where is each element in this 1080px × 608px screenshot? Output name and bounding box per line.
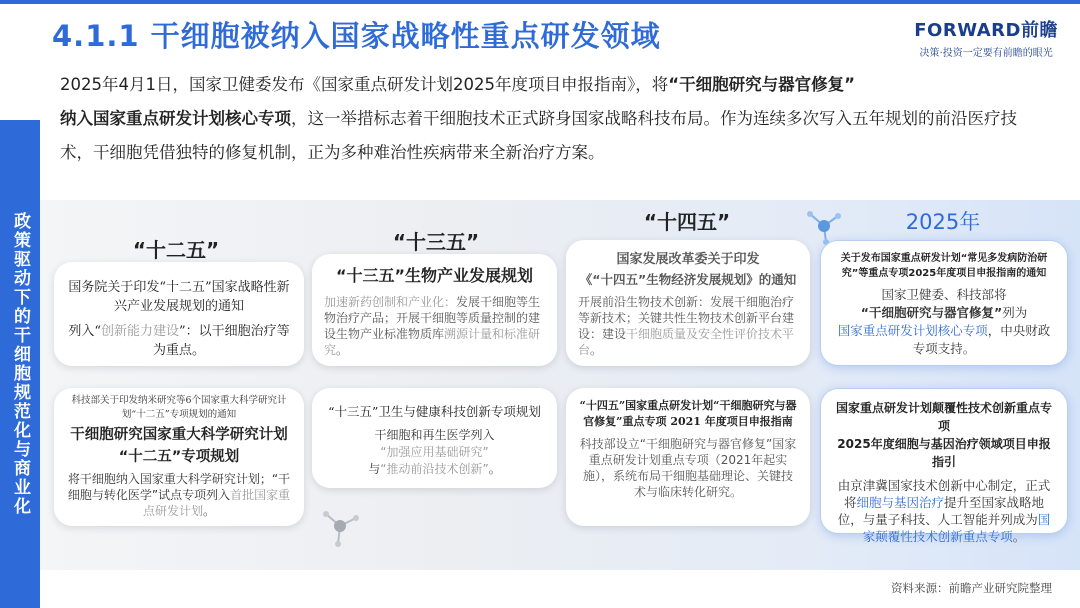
policy-card-13th-bottom xyxy=(312,388,557,488)
logo-wordmark: FORWARD前瞻 xyxy=(914,20,1058,41)
card-notice: 科技部关于印发纳米研究等6个国家重大科学研究计划“十二五”专项规划的通知 xyxy=(71,395,287,420)
card-body-text: 由京津冀国家技术创新中心制定，正式将 xyxy=(837,478,1051,510)
card-body xyxy=(578,294,798,358)
molecule-icon-bottom xyxy=(318,504,362,548)
card-body-text: 国家卫健委、科技部将 xyxy=(881,287,1007,302)
card-body xyxy=(833,286,1055,358)
card-title: 国家发展改革委关于印发 xyxy=(616,252,760,267)
card-title: 干细胞研究国家重大科学研究计划 xyxy=(70,427,288,443)
card-body-highlight: 首批国家重点研发计划 xyxy=(142,488,291,518)
card-body-highlight: “加强应用基础研究” xyxy=(380,445,489,459)
card-body-highlight: 国家重点研发计划核心专项 xyxy=(837,323,988,338)
card-body xyxy=(324,427,545,478)
card-body-highlight: 加速新药创制和产业化： xyxy=(324,295,457,309)
intro-text-2: ，这一举措标志着干细胞技术正式跻身国家战略科技布局。作为连续多次写入五年规划的前沿医疗技术，干细胞凭借独特的修复机制，正为多种难治性疾病带来全新治疗方案。 xyxy=(60,109,1017,162)
intro-bold-1: “干细胞研究与器官修复” xyxy=(668,75,855,94)
card-body-bold: “干细胞研究与器官修复” xyxy=(860,305,1003,320)
intro-bold-2: 纳入国家重点研发计划核心专项 xyxy=(60,109,291,128)
card-body-highlight: 创新能力建设 xyxy=(100,324,179,339)
card-title: 关于发布国家重点研发计划“常见多发病防治研究”等重点专项2025年度项目申报指南的通知 xyxy=(840,253,1048,279)
policy-card-13th-top xyxy=(312,254,557,366)
card-title: 国务院关于印发“十二五”国家战略性新兴产业发展规划的通知 xyxy=(68,280,290,314)
policy-card-12th-bottom xyxy=(54,388,304,526)
card-title: 国家重点研发计划颠覆性技术创新重点专项 xyxy=(835,401,1052,433)
card-body-text: 。 xyxy=(590,343,603,357)
policy-card-2025-bottom xyxy=(820,388,1068,544)
card-body-text: ，中央财政专项支持。 xyxy=(912,323,1051,356)
card-body-highlight: 细胞与基因治疗 xyxy=(856,495,944,510)
side-banner-text: 政策驱动下的干细胞规范化与商业化 xyxy=(10,212,30,516)
policy-card-14th-bottom xyxy=(566,388,810,526)
card-body-text: 。 xyxy=(203,504,216,518)
card-body-text: 干细胞和再生医学列入 xyxy=(374,428,495,442)
card-body-text: 开展前沿生物技术创新：发展干细胞治疗等新技术；关键共性生物技术创新平台建设：建设 xyxy=(578,295,795,341)
card-title-line2: 2025年度细胞与基因治疗领域项目申报指引 xyxy=(837,437,1051,469)
period-label-14th: “十四五” xyxy=(643,210,731,234)
card-body-text: 发展干细胞等生物治疗产品；开展干细胞等质量控制的建设生物产业标准物质库 xyxy=(324,295,541,341)
card-body-text: 将干细胞纳入国家重大科学研究计划；“干细胞与转化医学”试点专项列入 xyxy=(67,472,291,502)
card-title-line2: 《“十四五”生物经济发展规划》的通知 xyxy=(579,272,797,287)
card-body-text: ”：以干细胞治疗等为重点。 xyxy=(152,324,290,358)
card-body-text: 。 xyxy=(336,343,349,357)
logo-slogan: 决策·投资一定要有前瞻的眼光 xyxy=(919,48,1053,59)
top-accent-bar xyxy=(0,0,1080,4)
card-body xyxy=(833,477,1055,545)
card-body-highlight: 干细胞质量及安全性评价技术平台 xyxy=(578,327,795,357)
policy-card-12th-top xyxy=(54,262,304,366)
card-body-highlight: 国家颠覆性技术创新重点专项 xyxy=(862,512,1051,544)
policy-card-14th-top xyxy=(566,240,810,366)
page-title: 4.1.1 干细胞被纳入国家战略性重点研发领域 xyxy=(52,19,661,53)
card-body-highlight: “推动前沿技术创新” xyxy=(380,462,489,476)
side-banner xyxy=(0,120,40,608)
card-body-text: 。 xyxy=(488,462,501,476)
intro-paragraph xyxy=(60,68,1040,170)
brand-logo xyxy=(914,16,1058,59)
source-note: 资料来源：前瞻产业研究院整理 xyxy=(891,581,1052,595)
period-label-2025: 2025年 xyxy=(905,210,981,234)
card-body xyxy=(66,471,292,519)
period-label-12th: “十二五” xyxy=(132,238,220,262)
card-body-text: 提升至国家战略地位，与量子科技、人工智能并列成为 xyxy=(837,495,1045,527)
card-title: “十三五”生物产业发展规划 xyxy=(335,266,534,285)
card-body-text: 。 xyxy=(1012,529,1026,544)
card-body xyxy=(66,322,292,360)
card-body-text: 与 xyxy=(368,462,381,476)
card-body-highlight: 溯源计量和标准研究 xyxy=(324,327,541,357)
card-body-text: 列为 xyxy=(1002,305,1028,320)
period-label-13th: “十三五” xyxy=(392,230,480,254)
card-body xyxy=(324,294,545,358)
card-title: “十四五”国家重点研发计划“干细胞研究与器官修复”重点专项 2021 年度项目申报指南 xyxy=(579,399,797,428)
policy-card-2025-top xyxy=(820,240,1068,366)
card-title: “十三五”卫生与健康科技创新专项规划 xyxy=(328,404,541,419)
card-body-text: 列入“ xyxy=(68,324,101,339)
card-title-line2: “十二五”专项规划 xyxy=(118,449,240,465)
card-body: 科技部设立“干细胞研究与器官修复”国家重点研发计划重点专项（2021年起实施），系统布局干细胞基础理论、关键技术与临床转化研究。 xyxy=(579,437,797,499)
intro-text-1: 2025年4月1日，国家卫健委发布《国家重点研发计划2025年度项目申报指南》，将 xyxy=(60,75,669,94)
